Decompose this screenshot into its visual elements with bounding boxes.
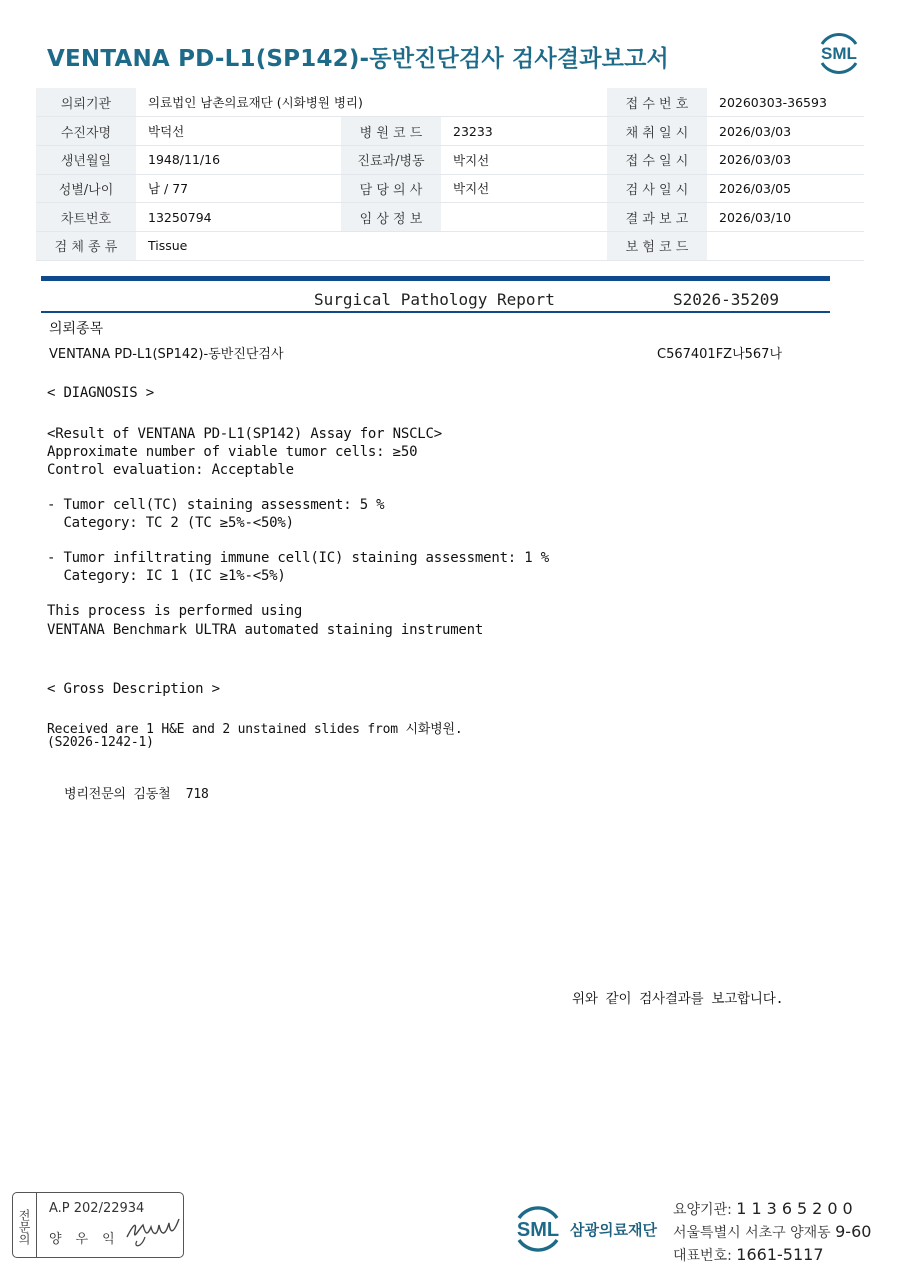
report-header-rule — [41, 311, 830, 313]
closing-statement: 위와 같이 검사결과를 보고합니다. — [572, 991, 784, 1007]
label-sex-age: 성별/나이 — [36, 174, 136, 203]
process-line-2: VENTANA Benchmark ULTRA automated staining instrument — [47, 622, 484, 638]
gross-line-1: Received are 1 H&E and 2 unstained slides from 시화병원. — [47, 722, 463, 737]
label-receipt-no: 접 수 번 호 — [607, 88, 707, 117]
value-doctor: 박지선 — [441, 174, 601, 203]
report-title: Surgical Pathology Report — [314, 290, 555, 309]
label-doctor: 담 당 의 사 — [341, 174, 441, 203]
report-number: S2026-35209 — [673, 290, 779, 309]
value-birth-date: 1948/11/16 — [136, 145, 341, 174]
patient-info-table — [36, 88, 864, 261]
institution-code-label: 요양기관: — [673, 1202, 732, 1218]
phone-value: 1661-5117 — [736, 1245, 824, 1264]
label-chart-no: 차트번호 — [36, 203, 136, 232]
value-receipt-date: 2026/03/03 — [707, 145, 864, 174]
institution-code — [673, 1199, 858, 1219]
address-text: 서울특별시 서초구 양재동 — [673, 1225, 831, 1241]
label-birth-date: 생년월일 — [36, 145, 136, 174]
label-department: 진료과/병동 — [341, 145, 441, 174]
control-line: Control evaluation: Acceptable — [47, 462, 294, 478]
label-insurance-code: 보 험 코 드 — [607, 231, 707, 260]
ic-assessment-line: - Tumor infiltrating immune cell(IC) staining assessment: 1 % — [47, 550, 549, 566]
value-report-date: 2026/03/10 — [707, 203, 864, 232]
phone-label: 대표번호: — [673, 1248, 732, 1264]
value-specimen-type: Tissue — [136, 231, 341, 260]
tc-category-line: Category: TC 2 (TC ≥5%-<50%) — [47, 515, 294, 531]
address — [673, 1222, 871, 1242]
label-patient-name: 수진자명 — [36, 117, 136, 146]
report-top-rule — [41, 276, 830, 281]
stamp-name: 양우익 — [49, 1232, 129, 1247]
specialist-stamp — [12, 1192, 184, 1258]
sml-footer-logo — [510, 1200, 566, 1256]
ic-category-line: Category: IC 1 (IC ≥1%-<5%) — [47, 568, 286, 584]
value-chart-no: 13250794 — [136, 203, 341, 232]
label-collection-date: 채 취 일 시 — [607, 117, 707, 146]
label-report-date: 결 과 보 고 — [607, 203, 707, 232]
label-receipt-date: 접 수 일 시 — [607, 145, 707, 174]
item-code: C567401FZ나567나 — [657, 347, 783, 362]
value-test-date: 2026/03/05 — [707, 174, 864, 203]
value-clinical-info — [441, 203, 601, 232]
page-title: VENTANA PD-L1(SP142)-동반진단검사 검사결과보고서 — [47, 46, 669, 72]
value-hospital-code: 23233 — [441, 117, 601, 146]
result-line: <Result of VENTANA PD-L1(SP142) Assay for NSCLC> — [47, 426, 442, 442]
item-name: VENTANA PD-L1(SP142)-동반진단검사 — [49, 347, 284, 362]
value-insurance-code — [707, 231, 864, 260]
label-requesting-org: 의뢰기관 — [36, 88, 136, 117]
viable-cells-line: Approximate number of viable tumor cells: ≥50 — [47, 444, 418, 460]
label-clinical-info: 임 상 정 보 — [341, 203, 441, 232]
tc-assessment-line: - Tumor cell(TC) staining assessment: 5 % — [47, 497, 385, 513]
diagnosis-heading: < DIAGNOSIS > — [47, 385, 154, 401]
value-department: 박지선 — [441, 145, 601, 174]
value-collection-date: 2026/03/03 — [707, 117, 864, 146]
phone — [673, 1245, 824, 1265]
stamp-license: A.P 202/22934 — [49, 1201, 145, 1216]
handwritten-signature — [123, 1207, 183, 1251]
label-test-date: 검 사 일 시 — [607, 174, 707, 203]
value-patient-name: 박덕선 — [136, 117, 341, 146]
institution-code-value: 11365200 — [736, 1199, 858, 1218]
stamp-side-label: 전문의 — [13, 1193, 37, 1257]
label-hospital-code: 병 원 코 드 — [341, 117, 441, 146]
value-sex-age: 남 / 77 — [136, 174, 341, 203]
process-line-1: This process is performed using — [47, 603, 303, 619]
sml-logo-text: SML — [821, 44, 857, 63]
foundation-name: 삼광의료재단 — [570, 1221, 657, 1239]
item-label: 의뢰종목 — [49, 321, 104, 337]
gross-line-2: (S2026-1242-1) — [47, 735, 154, 750]
sml-footer-logo-text: SML — [516, 1219, 560, 1241]
gross-heading: < Gross Description > — [47, 681, 220, 697]
address-number: 9-60 — [835, 1222, 872, 1241]
label-specimen-type: 검 체 종 류 — [36, 231, 136, 260]
value-requesting-org: 의료법인 남촌의료재단 (시화병원 병리) — [136, 88, 601, 117]
pathologist-line: 병리전문의 김동철 718 — [64, 787, 209, 802]
sml-logo — [814, 30, 864, 76]
value-receipt-no: 20260303-36593 — [707, 88, 864, 117]
